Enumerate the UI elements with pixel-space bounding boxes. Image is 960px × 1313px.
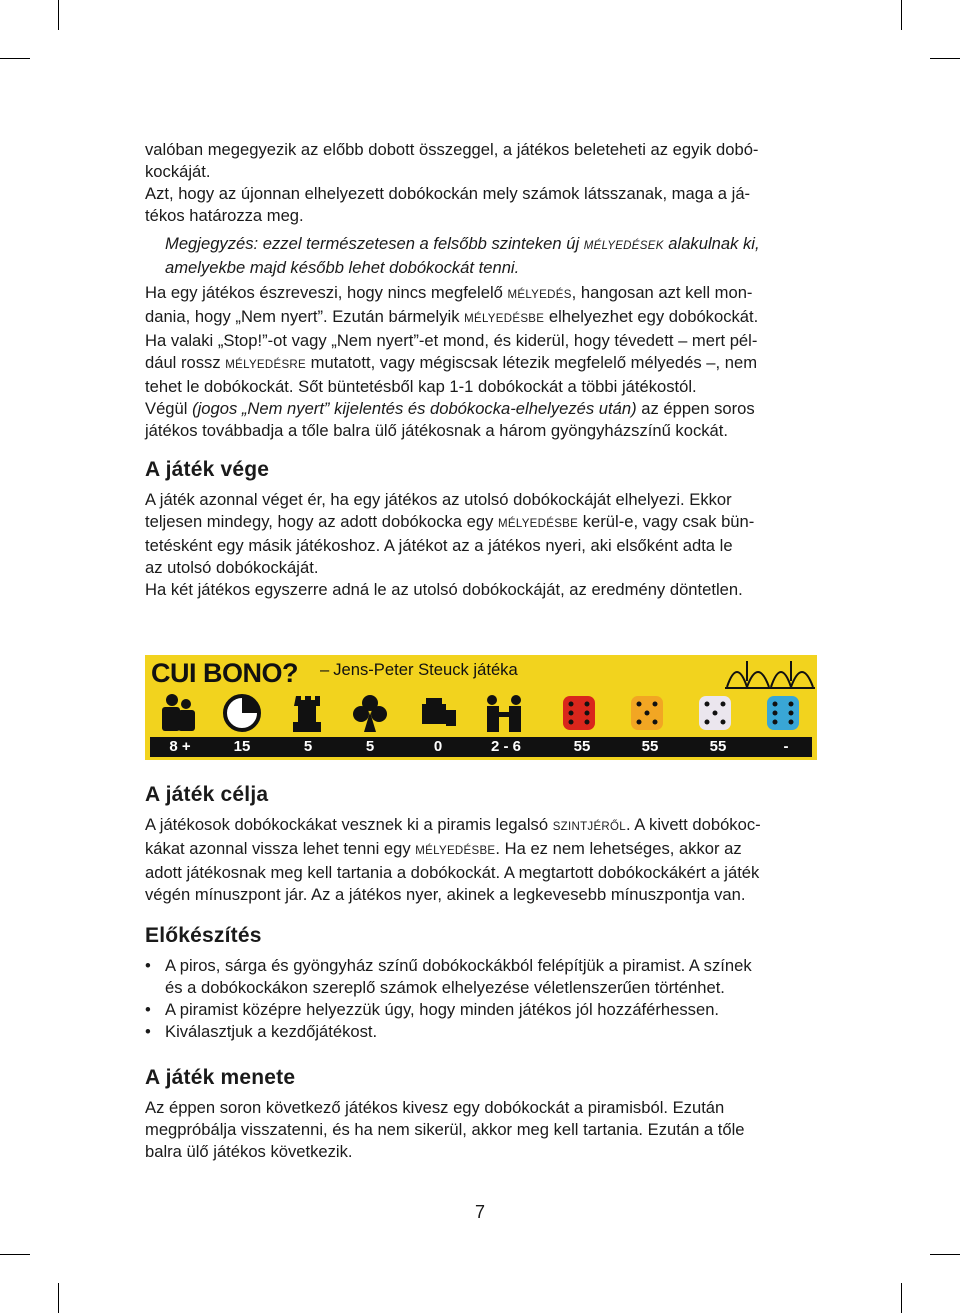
text-line: az utolsó dobókockáját. (145, 558, 319, 577)
crop-mark (901, 0, 902, 30)
text-line: játékos továbbadja a tőle balra ülő játékosnak a három gyöngyházszínű kockát. (145, 421, 728, 440)
text-line: Ha két játékos egyszerre adná le az utolsó dobókockáját, az eredmény döntetlen. (145, 580, 743, 599)
text-line: végén mínuszpont jár. Az a játékos nyer, akinek a legkevesebb mínuszpontja van. (145, 885, 746, 904)
text-line: A játékosok dobókockákat vesznek ki a piramis legalsó SZINTJÉRŐL. A kivett dobókoc- (145, 815, 761, 834)
game-values-bar (150, 737, 812, 757)
crop-mark (930, 58, 960, 59)
value-cards: 0 (433, 738, 443, 755)
value-luck: 5 (365, 738, 375, 755)
term-melyedesek: MÉLYEDÉSEK (583, 240, 664, 252)
crop-mark (901, 1283, 902, 1313)
text-line: Azt, hogy az újonnan elhelyezett dobókockán mely számok látsszanak, maga a já- (145, 184, 751, 203)
page-number: 7 (474, 1202, 485, 1222)
duel-icon (484, 692, 524, 734)
section-heading-prep: Előkészítés (145, 924, 262, 947)
text-line: Ha egy játékos észreveszi, hogy nincs megfelelő MÉLYEDÉS, hangosan azt kell mon- (145, 283, 753, 302)
text-line: kockáját. (145, 162, 211, 181)
text-line: dául rossz MÉLYEDÉSRE mutatott, vagy mégiscsak létezik megfelelő mélyedés –, nem (145, 353, 758, 372)
paragraph-goal (145, 814, 825, 906)
chess-rook-icon (288, 692, 328, 734)
value-players: 8 + (169, 738, 191, 755)
text-line: Végül (jogos „Nem nyert” kijelentés és dobókocka-elhelyezés után) az éppen soros (145, 399, 755, 418)
text-line: amelyekbe majd később lehet dobókockát tenni. (165, 258, 520, 277)
text-line: Ha valaki „Stop!”-ot vagy „Nem nyert”-et mond, és kiderül, hogy tévedett – mert pél- (145, 331, 758, 350)
clock-icon (222, 692, 262, 734)
game-title: CUI BONO? (151, 658, 298, 688)
pearl-die-icon (696, 692, 736, 734)
list-item: • A piros, sárga és gyöngyház színű dobókockákból felépítjük a piramist. A színek és a dobókockákon szereplő számok elhelyezése véletlenszerűen történhet. (145, 955, 825, 999)
game-icons-row (150, 692, 812, 734)
value-interaction: 2 - 6 (490, 738, 521, 755)
hand-cards-icon (418, 692, 458, 734)
text-line: Az éppen soron következő játékos kivesz egy dobókockát a piramisból. Ezután (145, 1098, 725, 1117)
text-line: tékos határozza meg. (145, 206, 304, 225)
blue-die-icon (764, 692, 804, 734)
text-line: valóban megegyezik az előbb dobott összeggel, a játékos beleteheti az egyik dobó- (145, 140, 759, 159)
text-line: megpróbálja visszatenni, és ha nem sikerül, akkor meg kell tartania. Ezután a tőle (145, 1120, 745, 1139)
clover-icon (350, 692, 390, 734)
value-yellow-dice: 55 (641, 738, 659, 755)
red-die-icon (560, 692, 600, 734)
value-blue-dice: - (783, 738, 789, 755)
crop-mark (58, 1283, 59, 1313)
crop-mark (0, 1254, 30, 1255)
text-line: tehet le dobókockát. Sőt büntetésből kap 1-1 dobókockát a többi játékostól. (145, 377, 697, 396)
text-line: A játék azonnal véget ér, ha egy játékos az utolsó dobókockáját elhelyezi. Ekkor (145, 490, 732, 509)
list-item: • A piramist középre helyezzük úgy, hogy minden játékos jól hozzáférhessen. (145, 999, 825, 1021)
section-heading-play: A játék menete (145, 1066, 296, 1089)
text-line: adott játékosnak meg kell tartania a dobókockát. A megtartott dobókockákért a játék (145, 863, 760, 882)
section-heading-goal: A játék célja (145, 783, 269, 806)
paragraph-no-win (145, 282, 825, 442)
text-line: dania, hogy „Nem nyert”. Ezután bármelyik MÉLYEDÉSBE elhelyezhet egy dobókockát. (145, 307, 759, 326)
players-icon (158, 692, 198, 734)
text-line: balra ülő játékos következik. (145, 1142, 353, 1161)
text-line: kákat azonnal vissza lehet tenni egy MÉLYEDÉSBE. Ha ez nem lehetséges, akkor az (145, 839, 742, 858)
paragraph-play (145, 1097, 825, 1163)
paragraph-end (145, 489, 825, 601)
text-line: teljesen mindegy, hogy az adott dobókocka egy MÉLYEDÉSBE kerül-e, vagy csak bün- (145, 512, 755, 531)
value-red-dice: 55 (573, 738, 591, 755)
crop-mark (58, 0, 59, 30)
list-item: • Kiválasztjuk a kezdőjátékost. (145, 1021, 825, 1043)
game-author: – Jens-Peter Steuck játéka (320, 660, 518, 679)
section-heading-end: A játék vége (145, 458, 270, 481)
game-info-box (145, 655, 817, 760)
text-line: Megjegyzés: ezzel természetesen a felsőbb szinteken új MÉLYEDÉSEK alakulnak ki, (165, 234, 760, 253)
crop-mark (0, 58, 30, 59)
value-pearl-dice: 55 (709, 738, 727, 755)
text-line: tetésként egy másik játékoshoz. A játékot az a játékos nyeri, aki elsőként adta le (145, 536, 733, 555)
value-tactics: 5 (303, 738, 313, 755)
pyramid-curves-icon (725, 655, 817, 689)
prep-list (145, 955, 825, 1043)
yellow-die-icon (628, 692, 668, 734)
value-time: 15 (233, 738, 251, 755)
crop-mark (930, 1254, 960, 1255)
note-paragraph (165, 233, 825, 279)
paragraph-continuation (145, 139, 825, 227)
